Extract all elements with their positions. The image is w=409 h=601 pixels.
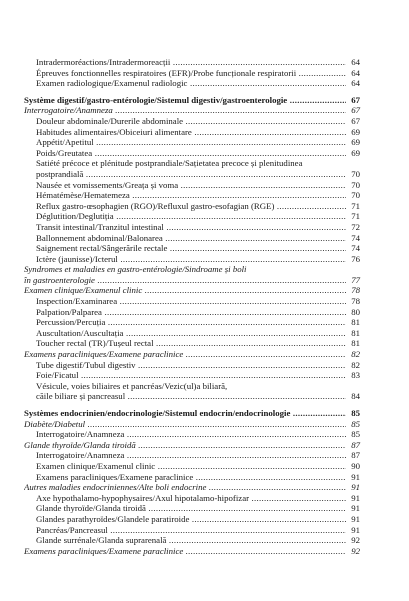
toc-entry-title: Glande thyroïde/Glanda tiroidă ..... (24, 440, 346, 451)
toc-entry-title: Glande thyroïde/Glanda tiroidă ..... (36, 503, 346, 514)
toc-page-number: 69 (351, 137, 360, 148)
toc-subsection-entry[interactable] (0, 307, 409, 318)
toc-page-number: 91 (351, 471, 360, 482)
toc-entry-title: Percussion/Percuția ..... (36, 317, 346, 328)
toc-entry-title: Systèmes endocrinien/endocrinologie/Sistemul endocrin/endocrinologie ..... (24, 408, 346, 419)
toc-subsection-entry[interactable] (0, 127, 409, 138)
toc-page-number: 85 (351, 408, 360, 418)
toc-page-number: 92 (351, 545, 360, 556)
toc-section-entry[interactable] (0, 482, 409, 493)
toc-entry-title: Poids/Greutatea ..... (36, 148, 346, 159)
toc-subsection-entry[interactable] (0, 233, 409, 244)
toc-section-entry[interactable] (0, 546, 409, 557)
toc-page-number: 72 (351, 221, 360, 232)
toc-entry-title: Tube digestif/Tubul digestiv ..... (36, 360, 346, 371)
toc-page-number: 81 (351, 327, 360, 338)
toc-entry-title: Déglutition/Deglutiția ..... (36, 211, 346, 222)
toc-subsection-entry[interactable] (0, 254, 409, 265)
toc-subsection-entry[interactable] (0, 148, 409, 159)
toc-entry-title: Système digestif/gastro-entérologie/Sistemul digestiv/gastroenterologie ..... (24, 95, 346, 106)
toc-subsection-entry[interactable] (0, 338, 409, 349)
toc-page-number: 69 (351, 147, 360, 158)
toc-page-number: 70 (351, 190, 360, 201)
toc-entry-title: postprandială ..... (36, 169, 346, 180)
toc-chapter-entry[interactable] (0, 95, 409, 106)
toc-entry-title: Transit intestinal/Tranzitul intestinal ..... (36, 222, 346, 233)
toc-page-number: 80 (351, 306, 360, 317)
toc-page-number: 71 (351, 211, 360, 222)
toc-entry-title: Examens paracliniques/Examene paraclinice ..... (24, 546, 346, 557)
toc-subsection-entry[interactable] (0, 116, 409, 127)
toc-page-number: 83 (351, 370, 360, 381)
toc-page-number: 64 (351, 57, 360, 67)
toc-subsection-entry[interactable] (0, 328, 409, 339)
toc-subsection-entry[interactable] (0, 535, 409, 546)
toc-entry-title: Foie/Ficatul ..... (36, 370, 346, 381)
toc-entry-title: Interrogatoire/Anamneza ..... (36, 450, 346, 461)
table-of-contents (0, 57, 409, 556)
toc-page-number: 82 (351, 359, 360, 370)
toc-subsection-entry[interactable] (0, 211, 409, 222)
toc-page-number: 87 (351, 439, 360, 450)
toc-subsection-entry[interactable] (0, 429, 409, 440)
toc-page-number: 70 (351, 179, 360, 190)
toc-subsection-entry[interactable] (0, 525, 409, 536)
toc-subsection-entry[interactable] (0, 503, 409, 514)
toc-page-number: 85 (351, 418, 360, 429)
toc-entry-title: Palpation/Palparea ..... (36, 307, 346, 318)
toc-subsection-entry[interactable] (0, 360, 409, 371)
toc-entry-title: Épreuves fonctionnelles respiratoires (EFR)/Probe funcționale respiratorii ..... (36, 68, 346, 79)
toc-entry-title: Examen clinique/Examenul clinic ..... (24, 285, 346, 296)
toc-entry-title: Toucher rectal (TR)/Tușeul rectal ..... (36, 338, 346, 349)
toc-subsection-entry[interactable] (0, 381, 409, 392)
toc-page-number: 76 (351, 253, 360, 264)
toc-page-number: 91 (351, 482, 360, 493)
toc-entry-title: în gastroenterologie ..... (24, 275, 346, 286)
toc-section-entry[interactable] (0, 275, 409, 286)
toc-entry-title: Examen radiologique/Examenul radiologic ..... (36, 78, 346, 89)
toc-subsection-entry[interactable] (0, 158, 409, 169)
toc-subsection-entry[interactable] (0, 472, 409, 483)
toc-entry-title: Diabète/Diabetul ..... (24, 419, 346, 430)
toc-entry-title: Axe hypothalamo-hypophysaires/Axul hipotalamo-hipofizar ..... (36, 493, 346, 504)
toc-section-entry[interactable] (0, 349, 409, 360)
toc-entry-title: Ictère (jaunisse)/Icterul ..... (36, 254, 346, 265)
toc-page-number: 81 (351, 338, 360, 349)
toc-page-number: 67 (351, 115, 360, 126)
toc-entry-title: Auscultation/Auscultația ..... (36, 328, 346, 339)
toc-subsection-entry[interactable] (0, 57, 409, 68)
toc-section-entry[interactable] (0, 419, 409, 430)
toc-entry-title: Habitudes alimentaires/Obiceiuri alimentare ..... (36, 127, 346, 138)
toc-entry-title: Douleur abdominale/Durerile abdominale ..... (36, 116, 346, 127)
toc-section-entry[interactable] (0, 264, 409, 275)
toc-subsection-entry[interactable] (0, 317, 409, 328)
toc-subsection-entry[interactable] (0, 222, 409, 233)
toc-page-number: 92 (351, 535, 360, 546)
toc-subsection-entry[interactable] (0, 370, 409, 381)
toc-subsection-entry[interactable] (0, 514, 409, 525)
toc-page-number: 67 (351, 105, 360, 116)
toc-entry-title: Inspection/Examinarea ..... (36, 296, 346, 307)
toc-page-number: 91 (351, 513, 360, 524)
toc-page-number: 81 (351, 317, 360, 328)
toc-entry-title: Glandes parathyroïdes/Glandele paratiroide ..... (36, 514, 346, 525)
toc-page-number: 70 (351, 168, 360, 179)
toc-subsection-entry[interactable] (0, 180, 409, 191)
toc-entry-title: Hématémèse/Hematemeza ..... (36, 190, 346, 201)
toc-page-number: 84 (351, 391, 360, 402)
toc-subsection-entry[interactable] (0, 190, 409, 201)
toc-section-entry[interactable] (0, 285, 409, 296)
toc-page-number: 69 (351, 126, 360, 137)
toc-page-number: 91 (351, 503, 360, 514)
toc-subsection-entry[interactable] (0, 78, 409, 89)
toc-entry-title: Autres maladies endocriniennes/Alte boli endocrine ..... (24, 482, 346, 493)
toc-page-number: 67 (351, 94, 360, 105)
toc-page-number: 85 (351, 429, 360, 440)
toc-subsection-entry[interactable] (0, 450, 409, 461)
toc-subsection-entry[interactable] (0, 68, 409, 79)
toc-entry-title: Syndromes et maladies en gastro-entérologie/Sindroame și boli (24, 264, 247, 275)
toc-subsection-entry[interactable] (0, 169, 409, 180)
toc-entry-title: Examens paracliniques/Examene paraclinice ..... (36, 472, 346, 483)
toc-subsection-entry[interactable] (0, 461, 409, 472)
toc-subsection-entry[interactable] (0, 201, 409, 212)
toc-section-entry[interactable] (0, 105, 409, 116)
toc-page-number: 91 (351, 524, 360, 535)
toc-subsection-entry[interactable] (0, 296, 409, 307)
toc-subsection-entry[interactable] (0, 493, 409, 504)
toc-chapter-entry[interactable] (0, 408, 409, 419)
toc-entry-title: Examen clinique/Examenul clinic ..... (36, 461, 346, 472)
toc-entry-title: Nausée et vomissements/Greața și voma ..... (36, 180, 346, 191)
toc-subsection-entry[interactable] (0, 243, 409, 254)
toc-page-number: 78 (351, 296, 360, 307)
toc-page-number: 87 (351, 450, 360, 461)
toc-page-number: 91 (351, 492, 360, 503)
toc-page-number: 74 (351, 232, 360, 243)
toc-page-number: 71 (351, 200, 360, 211)
toc-entry-title: Interrogatoire/Anamneza ..... (36, 429, 346, 440)
toc-subsection-entry[interactable] (0, 137, 409, 148)
toc-entry-title: Satiété précoce et plénitude postprandiale/Sațietatea precoce și plenitudinea (36, 158, 303, 169)
toc-page-number: 90 (351, 460, 360, 471)
toc-entry-title: Glande surrénale/Glanda suprarenală ..... (36, 535, 346, 546)
toc-page-number: 64 (351, 78, 360, 89)
toc-section-entry[interactable] (0, 440, 409, 451)
toc-page-number: 77 (351, 274, 360, 285)
toc-entry-title: Ballonnement abdominal/Balonarea ..... (36, 233, 346, 244)
toc-entry-title: căile biliare și pancreasul ..... (36, 391, 346, 402)
toc-entry-title: Pancréas/Pancreasul ..... (36, 525, 346, 536)
toc-page-number: 82 (351, 349, 360, 360)
toc-page-number: 64 (351, 67, 360, 78)
toc-entry-title: Intradermoréactions/Intradermoreacții ..... (36, 57, 346, 68)
toc-entry-title: Examens paracliniques/Examene paraclinice ..... (24, 349, 346, 360)
toc-subsection-entry[interactable] (0, 391, 409, 402)
toc-page-number: 78 (351, 285, 360, 296)
toc-entry-title: Interrogatoire/Anamneza ..... (24, 105, 346, 116)
toc-page-number: 74 (351, 243, 360, 254)
toc-entry-title: Reflux gastro-œsophagien (RGO)/Refluxul gastro-esofagian (RGE) ..... (36, 201, 346, 212)
toc-entry-title: Vésicule, voies biliaires et pancréas/Vezic(ul)a biliară, (36, 380, 228, 391)
toc-entry-title: Saignement rectal/Sângerările rectale ..... (36, 243, 346, 254)
toc-entry-title: Appétit/Apetitul ..... (36, 137, 346, 148)
